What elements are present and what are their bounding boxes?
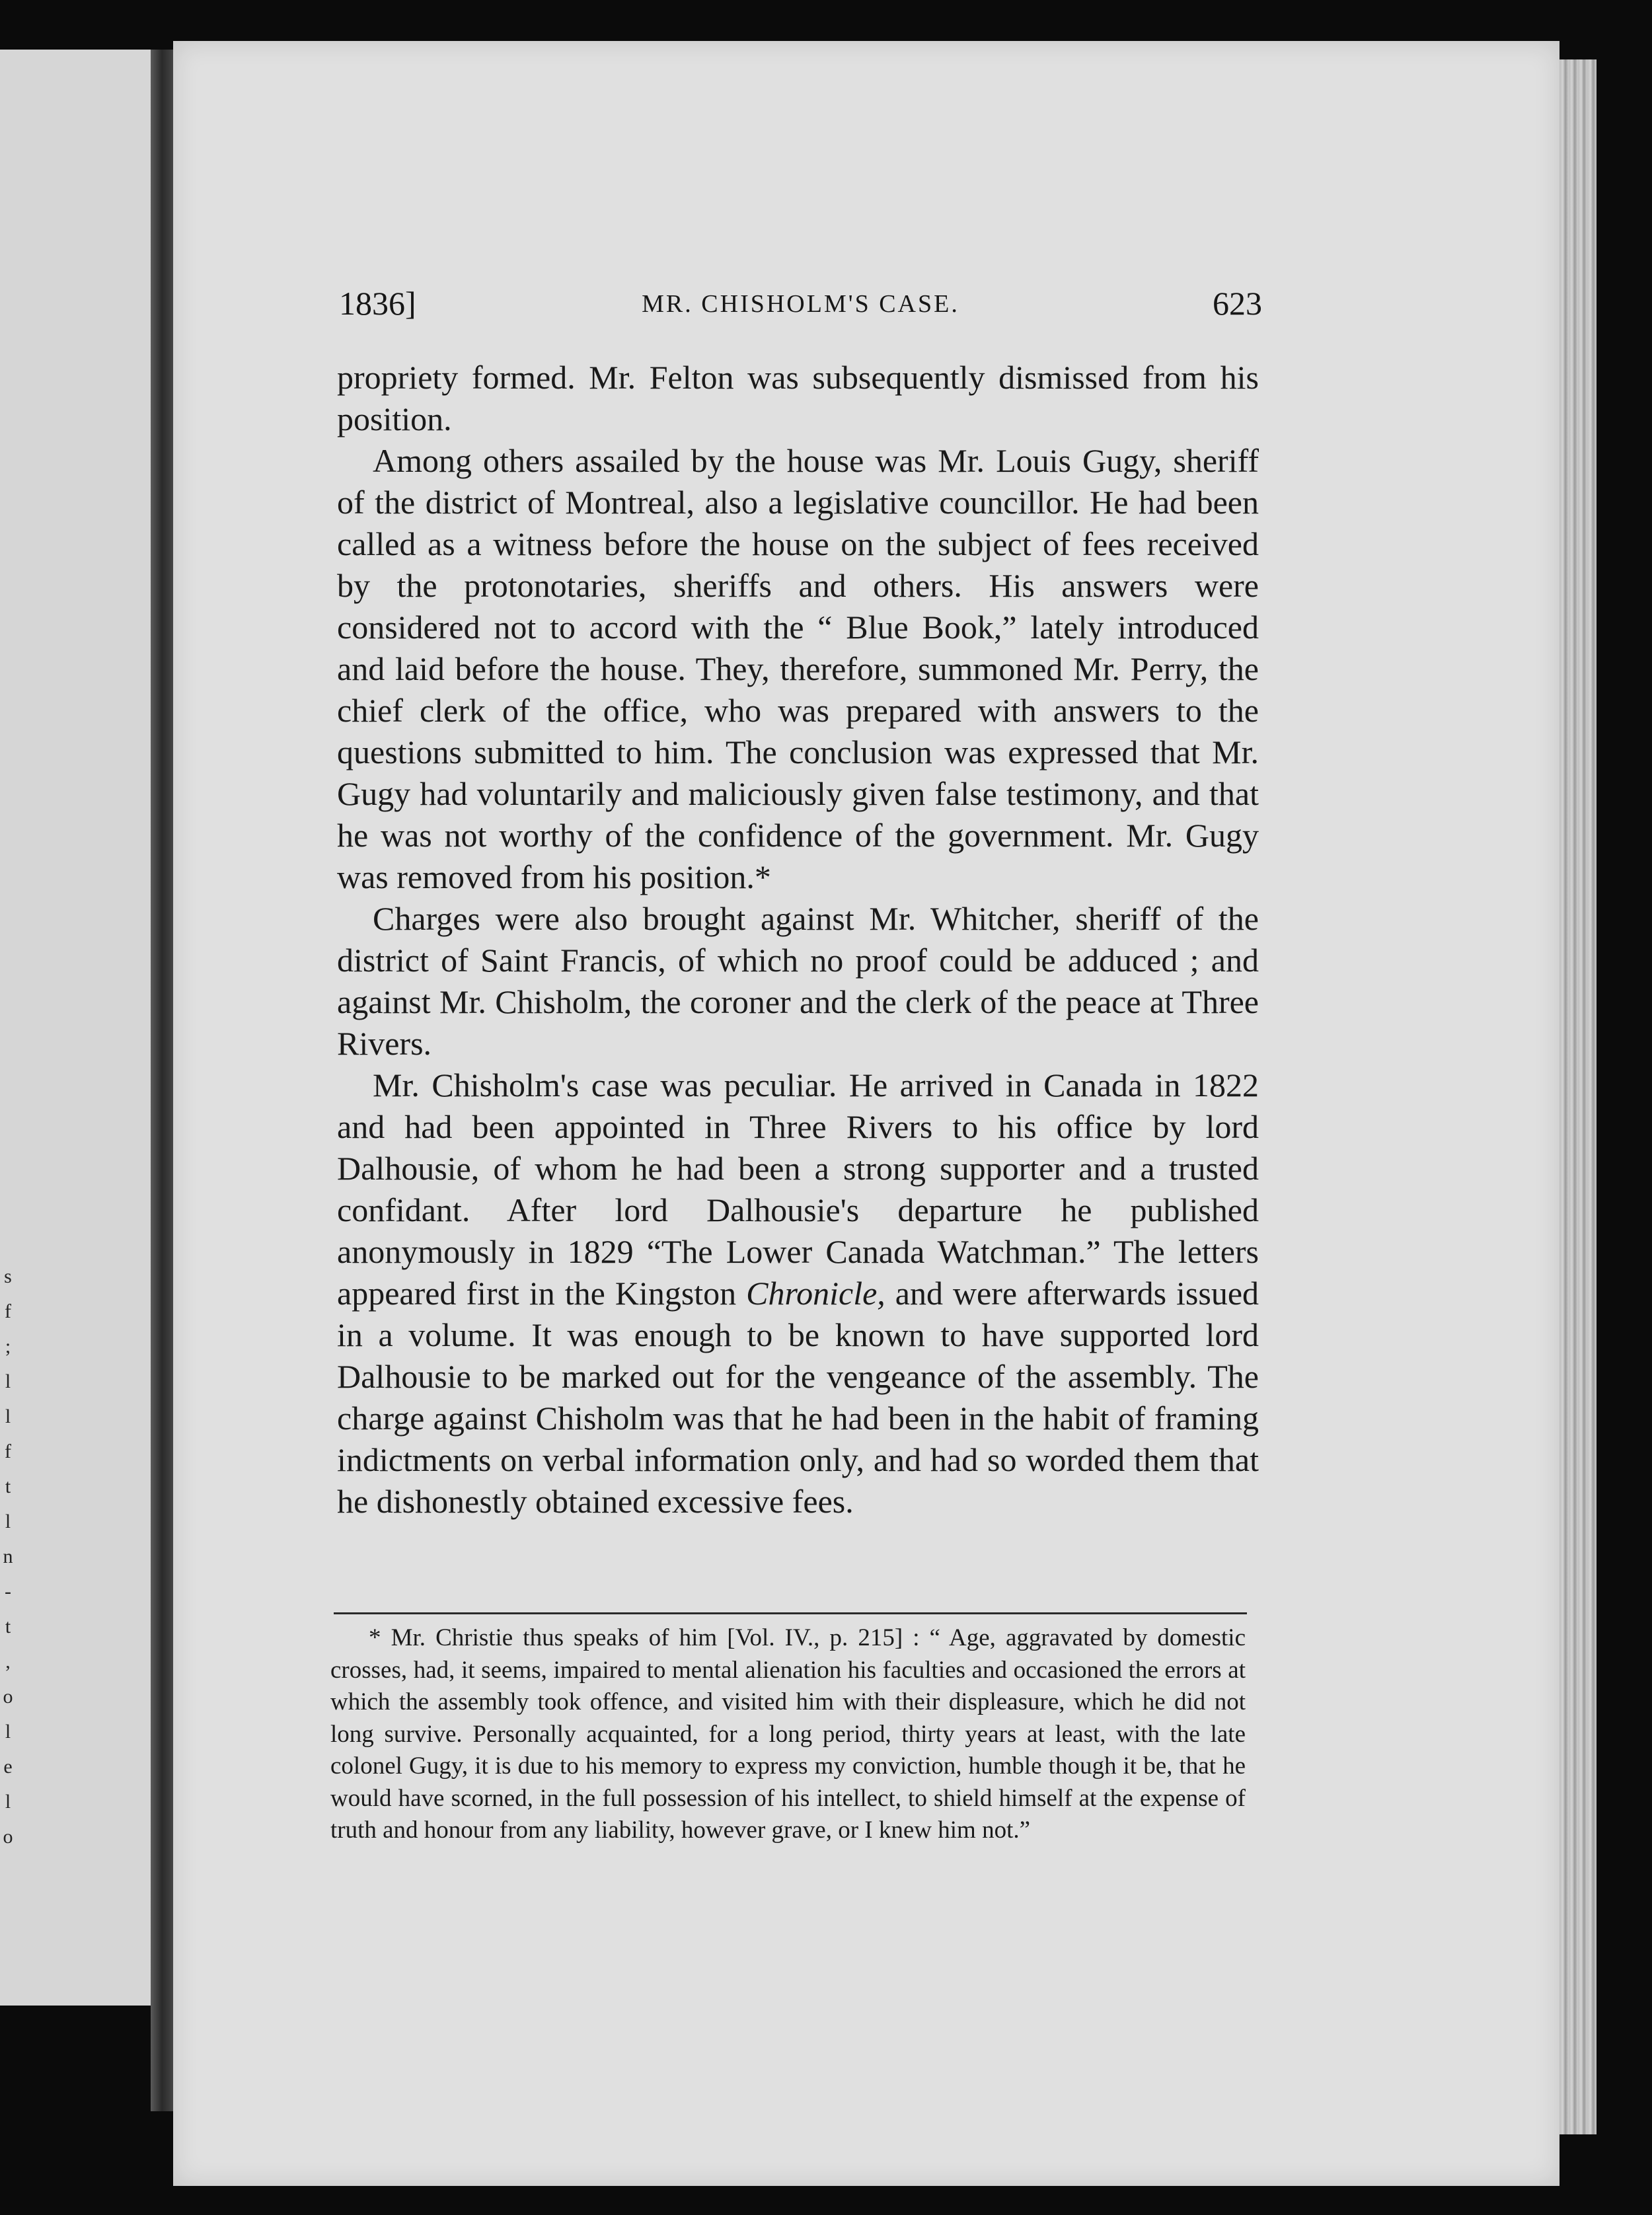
- book-gutter: [151, 50, 173, 2111]
- paragraph-chisholm-part-1: Mr. Chisholm's case was peculiar. He arrived in Canada in 1822 and had been appointed in Three Rivers to his office by lord Dalhousie, of whom he had been a strong supporter and a trusted confidant. After lord Dalhousie's departure he published anonymously in 1829 “The Lower Canada Watchman.” The letters appeared first in the Kingston: [337, 1067, 1259, 1312]
- paragraph-continuation: propriety formed. Mr. Felton was subsequently dismissed from his position.: [337, 359, 1259, 437]
- chronicle-title: Chronicle,: [746, 1275, 885, 1312]
- header-year: 1836]: [339, 285, 416, 322]
- body-text: [337, 357, 1259, 1522]
- page-stack-edge: [1559, 59, 1596, 2134]
- running-header: [339, 284, 1262, 330]
- facing-page-edge: [0, 50, 155, 2006]
- paragraph-chisholm-part-2: and were afterwards issued in a volume. It was enough to be known to have supported lord Dalhousie to be marked out for the vengeance of the assembly. The charge against Chisholm was that he had been in the habit of framing indictments on verbal information only, and had so worded them that he dishonestly obtained excessive fees.: [337, 1275, 1259, 1520]
- footnote: * Mr. Christie thus speaks of him [Vol. IV., p. 215] : “ Age, aggravated by domestic crosses, had, it seems, impaired to mental alienation his faculties and occasioned the errors at which the assembly took offence, and visited him with their displeasure, which he did not long survive. Personally acquainted, for a long period, thirty years at least, with the late colonel Gugy, it is due to his memory to express my conviction, humble though it be, that he would have scorned, in the full possession of his intellect, to shield himself at the expense of truth and honour from any liability, however grave, or I knew him not.”: [330, 1624, 1246, 1844]
- paragraph-charges: Charges were also brought against Mr. Whitcher, sheriff of the district of Saint Francis, of which no proof could be adduced ; and against Mr. Chisholm, the coroner and the clerk of the peace at Three Rivers.: [337, 900, 1259, 1062]
- footnote-divider: [334, 1612, 1247, 1614]
- paragraph-chisholm-case: [337, 1065, 1259, 1522]
- facing-page-text-fragments: s f ; l l f t l n - t , o l e l o: [3, 1265, 13, 1848]
- header-title: MR. CHISHOLM'S CASE.: [642, 290, 959, 318]
- paragraph-gugy: Among others assailed by the house was Mr. Louis Gugy, sheriff of the district of Montreal, also a legislative councillor. He had been called as a witness before the house on the subject of fees received by the protonotaries, sheriffs and others. His answers were considered not to accord with the “ Blue Book,” lately introduced and laid before the house. They, therefore, summoned Mr. Perry, the chief clerk of the office, who was prepared with answers to the questions submitted to him. The conclusion was expressed that Mr. Gugy had voluntarily and maliciously given false testimony, and that he was not worthy of the confidence of the government. Mr. Gugy was removed from his position.*: [337, 442, 1259, 895]
- page-number: 623: [1213, 285, 1262, 322]
